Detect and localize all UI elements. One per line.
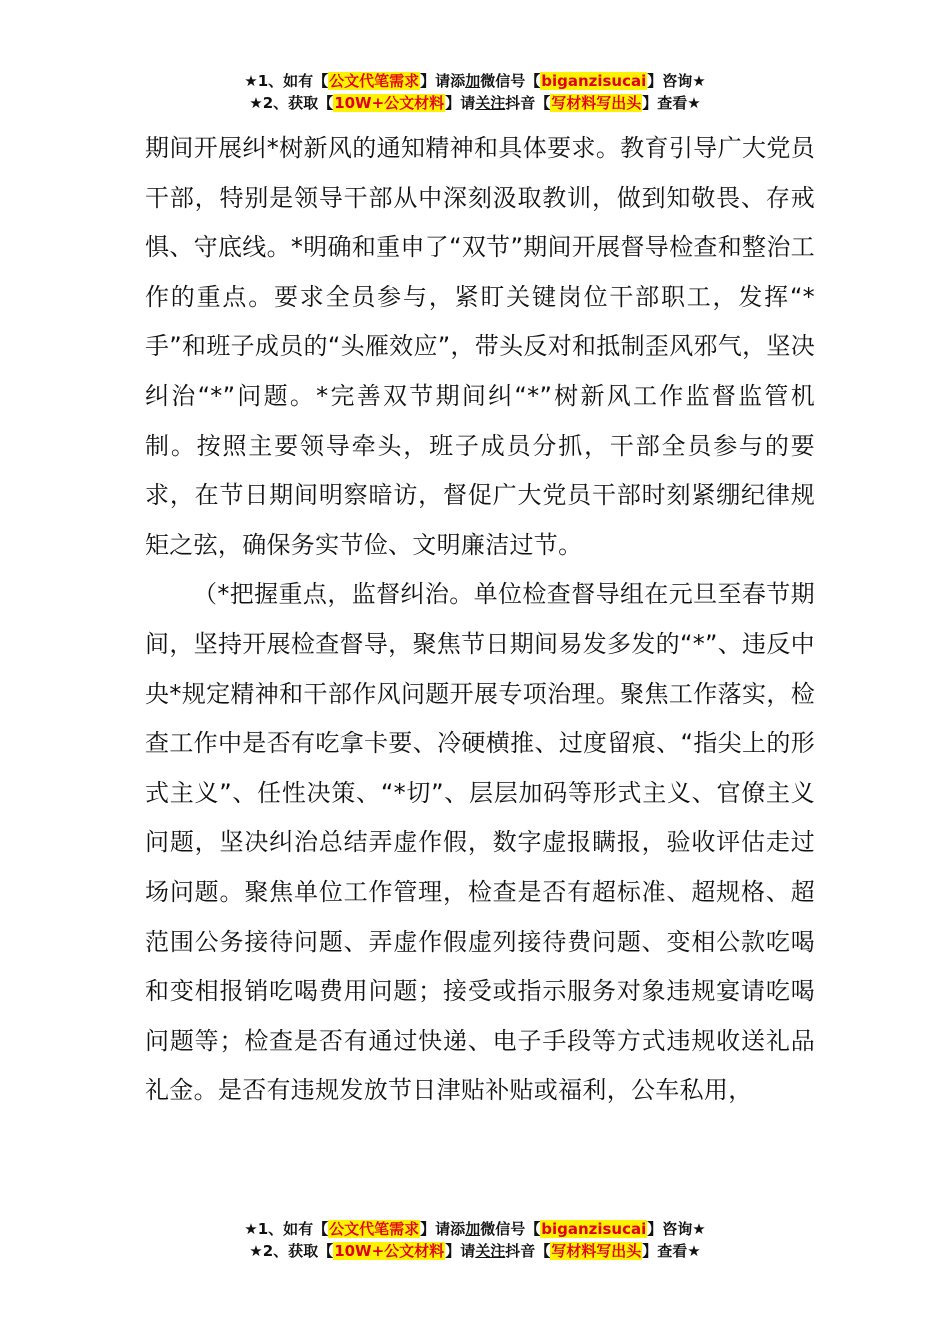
promo-highlight: 写材料写出头 (551, 1242, 642, 1260)
document-body (145, 124, 815, 1116)
promo-highlight: biganzisucai (541, 1220, 647, 1238)
promo-line-1: ★1、如有【公文代笔需求】请添加微信号【biganzisucai】咨询★ (244, 1220, 706, 1238)
promo-highlight: 公文代笔需求 (329, 72, 420, 90)
footer-promo (0, 1218, 950, 1262)
promo-highlight: 10W+公文材料 (334, 94, 445, 112)
promo-highlight: 10W+公文材料 (334, 1242, 445, 1260)
promo-line-2: ★2、获取【10W+公文材料】请关注抖音【写材料写出头】查看★ (249, 1242, 701, 1260)
promo-line-2: ★2、获取【10W+公文材料】请关注抖音【写材料写出头】查看★ (249, 94, 701, 112)
promo-highlight: 公文代笔需求 (329, 1220, 420, 1238)
paragraph-1: 期间开展纠*树新风的通知精神和具体要求。教育引导广大党员干部，特别是领导干部从中深刻汲取教训，做到知敬畏、存戒惧、守底线。*明确和重申了“双节”期间开展督导检查和整治工作的重点。要求全员参与，紧盯关键岗位干部职工，发挥“*手”和班子成员的“头雁效应”，带头反对和抵制歪风邪气，坚决纠治“*”问题。*完善双节期间纠“*”树新风工作监督监管机制。按照主要领导牵头，班子成员分抓，干部全员参与的要求，在节日期间明察暗访，督促广大党员干部时刻紧绷纪律规矩之弦，确保务实节俭、文明廉洁过节。 (145, 134, 815, 559)
promo-highlight: 写材料写出头 (551, 94, 642, 112)
header-promo (0, 70, 950, 114)
paragraph-2: （*把握重点，监督纠治。单位检查督导组在元旦至春节期间，坚持开展检查督导，聚焦节日期间易发多发的“*”、违反中央*规定精神和干部作风问题开展专项治理。聚焦工作落实，检查工作中是否有吃拿卡要、冷硬横推、过度留痕、“指尖上的形式主义”、任性决策、“*切”、层层加码等形式主义、官僚主义问题，坚决纠治总结弄虚作假，数字虚报瞒报，验收评估走过场问题。聚焦单位工作管理，检查是否有超标准、超规格、超范围公务接待问题、弄虚作假虚列接待费问题、变相公款吃喝和变相报销吃喝费用问题；接受或指示服务对象违规宴请吃喝问题等；检查是否有通过快递、电子手段等方式违规收送礼品礼金。是否有违规发放节日津贴补贴或福利，公车私用， (145, 580, 815, 1105)
promo-line-1: ★1、如有【公文代笔需求】请添加微信号【biganzisucai】咨询★ (244, 72, 706, 90)
promo-highlight: biganzisucai (541, 72, 647, 90)
